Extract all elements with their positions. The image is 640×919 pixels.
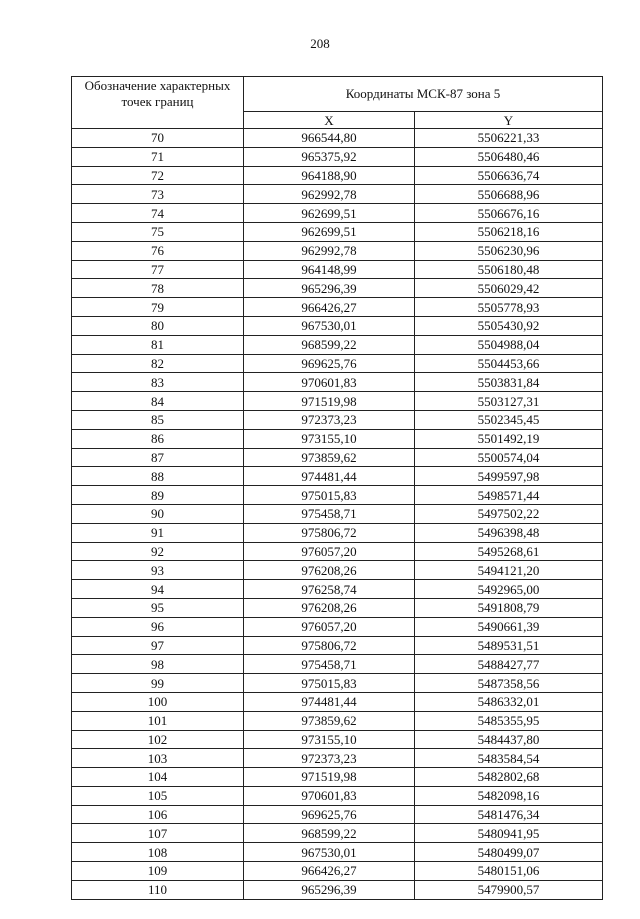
y-cell: 5485355,95 [415,711,603,730]
y-cell: 5482802,68 [415,768,603,787]
point-cell: 84 [72,392,244,411]
x-cell: 976208,26 [244,598,415,617]
x-cell: 964188,90 [244,166,415,185]
table-row [72,129,603,148]
x-cell: 975015,83 [244,486,415,505]
x-cell: 971519,98 [244,392,415,411]
table-row [72,730,603,749]
table-row [72,805,603,824]
table-row [72,843,603,862]
y-cell: 5502345,45 [415,410,603,429]
table-row [72,862,603,881]
table-row [72,711,603,730]
point-cell: 81 [72,335,244,354]
y-cell: 5506676,16 [415,204,603,223]
header-y: Y [415,112,603,129]
point-cell: 105 [72,786,244,805]
table-row [72,298,603,317]
y-cell: 5504988,04 [415,335,603,354]
x-cell: 973859,62 [244,711,415,730]
y-cell: 5505778,93 [415,298,603,317]
point-cell: 100 [72,692,244,711]
header-point-label: Обозначение характерных точек границ [72,77,244,129]
point-cell: 70 [72,129,244,148]
y-cell: 5480151,06 [415,862,603,881]
point-cell: 80 [72,316,244,335]
x-cell: 974481,44 [244,692,415,711]
x-cell: 976208,26 [244,561,415,580]
x-cell: 976057,20 [244,542,415,561]
y-cell: 5489531,51 [415,636,603,655]
x-cell: 966426,27 [244,298,415,317]
y-cell: 5486332,01 [415,692,603,711]
x-cell: 970601,83 [244,373,415,392]
x-cell: 974481,44 [244,467,415,486]
point-cell: 96 [72,617,244,636]
x-cell: 966426,27 [244,862,415,881]
point-cell: 106 [72,805,244,824]
table-row [72,316,603,335]
table-row [72,147,603,166]
point-cell: 72 [72,166,244,185]
x-cell: 970601,83 [244,786,415,805]
table-row [72,260,603,279]
y-cell: 5504453,66 [415,354,603,373]
y-cell: 5503127,31 [415,392,603,411]
x-cell: 973155,10 [244,429,415,448]
table-row [72,617,603,636]
x-cell: 975458,71 [244,504,415,523]
y-cell: 5488427,77 [415,655,603,674]
point-cell: 91 [72,523,244,542]
x-cell: 967530,01 [244,316,415,335]
y-cell: 5501492,19 [415,429,603,448]
x-cell: 972373,23 [244,410,415,429]
table-row [72,467,603,486]
point-cell: 74 [72,204,244,223]
table-row [72,674,603,693]
x-cell: 968599,22 [244,824,415,843]
point-cell: 98 [72,655,244,674]
point-cell: 107 [72,824,244,843]
table-row [72,824,603,843]
table-row [72,486,603,505]
point-cell: 92 [72,542,244,561]
y-cell: 5500574,04 [415,448,603,467]
point-cell: 77 [72,260,244,279]
point-cell: 83 [72,373,244,392]
point-cell: 95 [72,598,244,617]
table-row [72,241,603,260]
y-cell: 5481476,34 [415,805,603,824]
point-cell: 94 [72,580,244,599]
y-cell: 5498571,44 [415,486,603,505]
x-cell: 971519,98 [244,768,415,787]
point-cell: 102 [72,730,244,749]
point-cell: 101 [72,711,244,730]
x-cell: 962992,78 [244,241,415,260]
point-cell: 73 [72,185,244,204]
x-cell: 968599,22 [244,335,415,354]
point-cell: 103 [72,749,244,768]
x-cell: 975458,71 [244,655,415,674]
x-cell: 965296,39 [244,880,415,899]
x-cell: 973155,10 [244,730,415,749]
table-row [72,204,603,223]
table-row [72,768,603,787]
y-cell: 5506480,46 [415,147,603,166]
table-row [72,429,603,448]
point-cell: 79 [72,298,244,317]
point-cell: 93 [72,561,244,580]
table-row [72,598,603,617]
table-row [72,692,603,711]
header-row-top [72,77,603,112]
point-cell: 82 [72,354,244,373]
point-cell: 110 [72,880,244,899]
point-cell: 99 [72,674,244,693]
y-cell: 5506230,96 [415,241,603,260]
table-row [72,786,603,805]
table-row [72,523,603,542]
table-row [72,561,603,580]
y-cell: 5506218,16 [415,222,603,241]
y-cell: 5496398,48 [415,523,603,542]
x-cell: 962699,51 [244,204,415,223]
table-row [72,880,603,899]
point-cell: 76 [72,241,244,260]
y-cell: 5495268,61 [415,542,603,561]
y-cell: 5480941,95 [415,824,603,843]
table-row [72,185,603,204]
table-row [72,749,603,768]
x-cell: 969625,76 [244,354,415,373]
table-row [72,542,603,561]
table-row [72,392,603,411]
table-row [72,335,603,354]
y-cell: 5480499,07 [415,843,603,862]
x-cell: 972373,23 [244,749,415,768]
table-row [72,373,603,392]
table-header [72,77,603,129]
header-x: X [244,112,415,129]
point-cell: 78 [72,279,244,298]
x-cell: 964148,99 [244,260,415,279]
table-row [72,166,603,185]
x-cell: 965375,92 [244,147,415,166]
table-row [72,636,603,655]
y-cell: 5506221,33 [415,129,603,148]
y-cell: 5505430,92 [415,316,603,335]
table-row [72,354,603,373]
y-cell: 5492965,00 [415,580,603,599]
x-cell: 976057,20 [244,617,415,636]
x-cell: 966544,80 [244,129,415,148]
point-cell: 104 [72,768,244,787]
x-cell: 975806,72 [244,636,415,655]
y-cell: 5503831,84 [415,373,603,392]
table-row [72,580,603,599]
point-cell: 109 [72,862,244,881]
x-cell: 976258,74 [244,580,415,599]
y-cell: 5479900,57 [415,880,603,899]
point-cell: 90 [72,504,244,523]
x-cell: 965296,39 [244,279,415,298]
y-cell: 5497502,22 [415,504,603,523]
table-row [72,448,603,467]
x-cell: 962699,51 [244,222,415,241]
y-cell: 5494121,20 [415,561,603,580]
table-row [72,222,603,241]
y-cell: 5506688,96 [415,185,603,204]
x-cell: 973859,62 [244,448,415,467]
point-cell: 86 [72,429,244,448]
header-coordinate-system: Координаты МСК-87 зона 5 [244,77,603,112]
point-cell: 85 [72,410,244,429]
point-cell: 88 [72,467,244,486]
point-cell: 108 [72,843,244,862]
table-row [72,279,603,298]
table-row [72,504,603,523]
point-cell: 71 [72,147,244,166]
y-cell: 5491808,79 [415,598,603,617]
table-row [72,410,603,429]
x-cell: 975806,72 [244,523,415,542]
y-cell: 5483584,54 [415,749,603,768]
y-cell: 5487358,56 [415,674,603,693]
table-body [72,129,603,900]
coordinates-table [71,76,603,900]
y-cell: 5482098,16 [415,786,603,805]
x-cell: 967530,01 [244,843,415,862]
point-cell: 75 [72,222,244,241]
point-cell: 87 [72,448,244,467]
point-cell: 97 [72,636,244,655]
table-row [72,655,603,674]
x-cell: 962992,78 [244,185,415,204]
y-cell: 5506636,74 [415,166,603,185]
y-cell: 5490661,39 [415,617,603,636]
y-cell: 5506180,48 [415,260,603,279]
point-cell: 89 [72,486,244,505]
y-cell: 5506029,42 [415,279,603,298]
page-number: 208 [310,36,330,51]
x-cell: 975015,83 [244,674,415,693]
y-cell: 5499597,98 [415,467,603,486]
y-cell: 5484437,80 [415,730,603,749]
x-cell: 969625,76 [244,805,415,824]
